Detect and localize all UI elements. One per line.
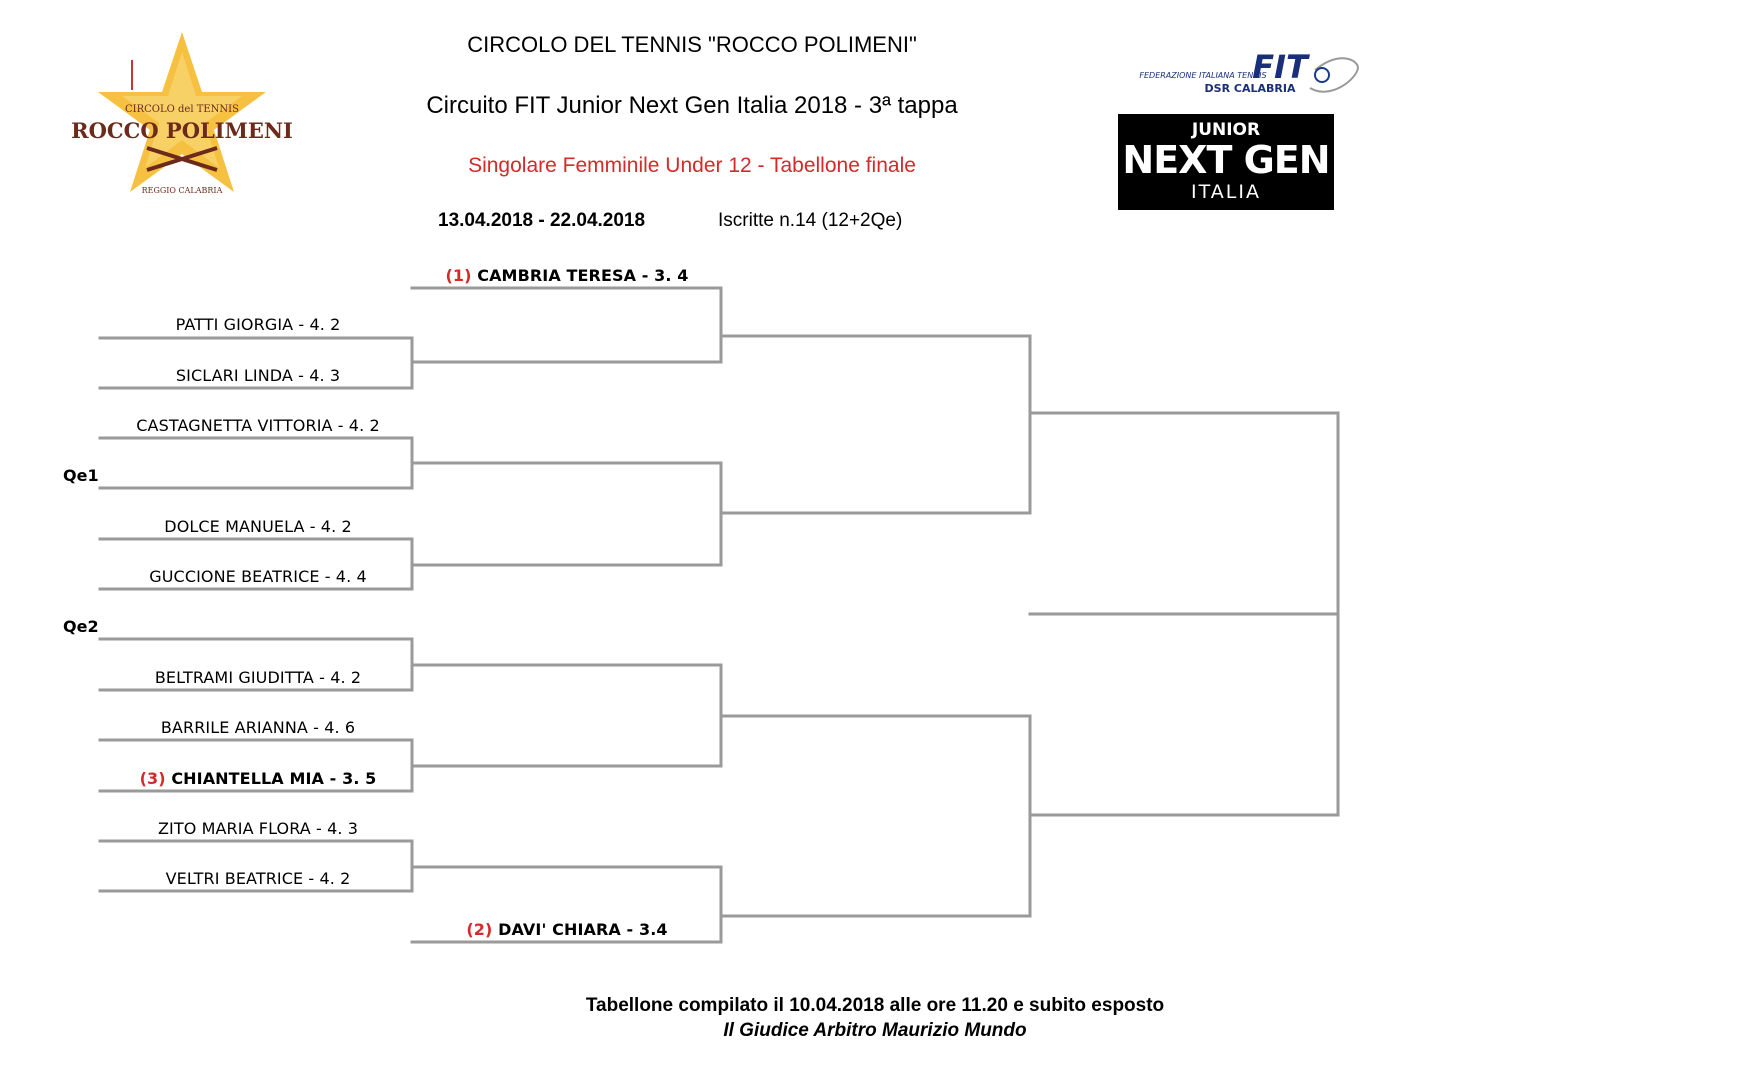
- entries-count: Iscritte n.14 (12+2Qe): [718, 210, 903, 231]
- club-title: CIRCOLO DEL TENNIS "ROCCO POLIMENI": [467, 32, 917, 57]
- player-slot-2: [176, 366, 340, 385]
- player-name: VELTRI BEATRICE - 4. 2: [165, 869, 351, 888]
- player-name: CAMBRIA TERESA - 3. 4: [477, 266, 689, 285]
- next-gen-italia-text: ITALIA: [1191, 181, 1261, 203]
- player-name: BELTRAMI GIUDITTA - 4. 2: [154, 668, 362, 687]
- qualifier-slot-qe1: Qe1: [63, 466, 99, 485]
- player-slot-11: [158, 819, 358, 838]
- player-name: CASTAGNETTA VITTORIA - 4. 2: [136, 416, 380, 435]
- player-slot-1: [176, 315, 341, 334]
- player-slot-3: [136, 416, 379, 435]
- player-slot-9: [161, 718, 355, 737]
- next-gen-main-text: NEXT GEN: [1122, 138, 1330, 182]
- circuit-title: Circuito FIT Junior Next Gen Italia 2018 - 3ª tappa: [426, 92, 958, 119]
- seed-label: (3): [139, 769, 166, 788]
- player-name: GUCCIONE BEATRICE - 4. 4: [149, 567, 367, 586]
- fit-logo-subtitle: FEDERAZIONE ITALIANA TENNIS: [1139, 71, 1267, 80]
- event-title: Singolare Femminile Under 12 - Tabellone finale: [468, 154, 916, 177]
- player-name: ZITO MARIA FLORA - 4. 3: [157, 819, 359, 838]
- player-slot-12: [166, 869, 351, 888]
- player-slot-5: [164, 517, 351, 536]
- tournament-dates: 13.04.2018 - 22.04.2018: [438, 210, 646, 231]
- compiled-note: Tabellone compilato il 10.04.2018 alle ore 11.20 e subito esposto: [585, 995, 1165, 1016]
- player-name: DAVI' CHIARA - 3.4: [498, 920, 668, 939]
- player-slot-8: [155, 668, 361, 687]
- player-name: PATTI GIORGIA - 4. 2: [175, 315, 341, 334]
- player-name: SICLARI LINDA - 4. 3: [175, 366, 341, 385]
- player-slot-10-seeded-3: [140, 769, 377, 788]
- player-name: CHIANTELLA MIA - 3. 5: [171, 769, 377, 788]
- next-gen-junior-text: JUNIOR: [1191, 120, 1261, 140]
- fit-logo-region: DSR CALABRIA: [1204, 82, 1296, 95]
- club-logo-top-text: CIRCOLO del TENNIS: [125, 104, 239, 115]
- player-name: BARRILE ARIANNA - 4. 6: [160, 718, 356, 737]
- club-logo-main-text: ROCCO POLIMENI: [71, 118, 293, 143]
- seed-label: (1): [445, 266, 472, 285]
- seeded-player-2: [466, 920, 667, 939]
- fit-logo-text: FIT: [1252, 48, 1308, 86]
- club-logo-bottom-text: REGGIO CALABRIA: [141, 186, 223, 195]
- seeded-player-1: [446, 266, 689, 285]
- player-slot-6: [149, 567, 367, 586]
- player-name: DOLCE MANUELA - 4. 2: [164, 517, 352, 536]
- seed-label: (2): [466, 920, 493, 939]
- qualifier-slot-qe2: Qe2: [63, 617, 99, 636]
- referee-note: Il Giudice Arbitro Maurizio Mundo: [723, 1020, 1027, 1041]
